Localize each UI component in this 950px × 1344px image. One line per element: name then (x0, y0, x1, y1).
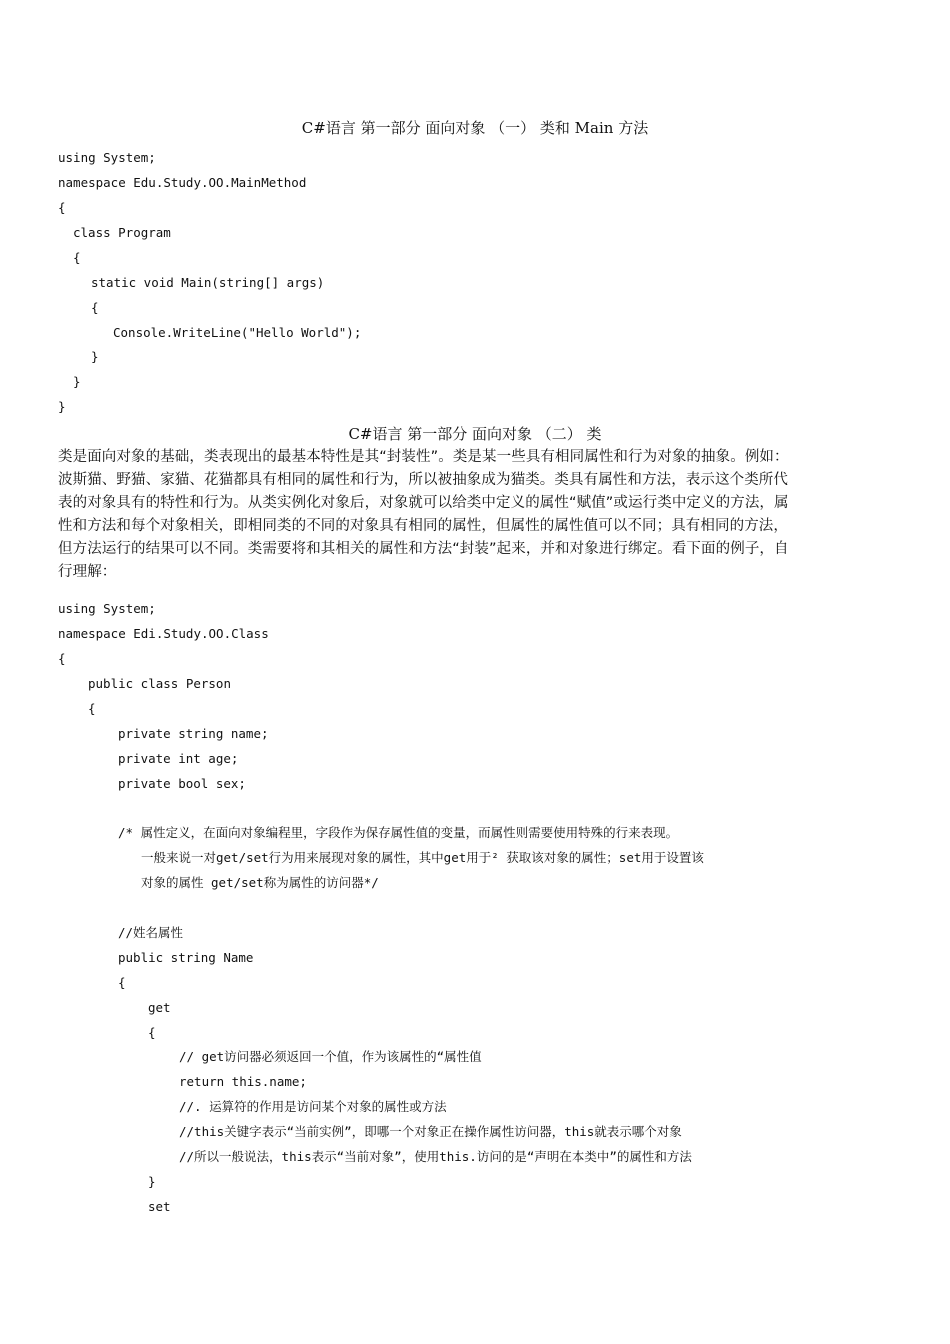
code-line: } (91, 349, 99, 364)
paragraph-line: 表的对象具有的特性和行为。从类实例化对象后，对象就可以给类中定义的属性“赋值”或运行类中定义的方法，属 (58, 495, 789, 511)
comment-line: /* 属性定义，在面向对象编程里，字段作为保存属性值的变量，而属性则需要使用特殊的行来表现。 (118, 825, 679, 840)
code-line: public string Name (118, 950, 254, 965)
code-line: { (118, 975, 126, 990)
code-line: using System; (58, 601, 156, 616)
code-line: namespace Edu.Study.OO.MainMethod (58, 175, 307, 190)
comment-line: //所以一般说法，this表示“当前对象”，使用this.访问的是“声明在本类中”的属性和方法 (179, 1149, 692, 1164)
comment-line: 一般来说一对get/set行为用来展现对象的属性，其中get用于² 获取该对象的属性；set用于设置该 (141, 850, 704, 865)
code-line: return this.name; (179, 1074, 307, 1089)
comment-line: //姓名属性 (118, 925, 184, 940)
code-line: get (148, 1000, 171, 1015)
code-line: private string name; (118, 726, 269, 741)
section-2-heading: C#语言 第一部分 面向对象 （二） 类 (348, 425, 602, 443)
paragraph-line: 波斯猫、野猫、家猫、花猫都具有相同的属性和行为，所以被抽象成为猫类。类具有属性和方法，表示这个类所代 (58, 472, 788, 488)
code-line: class Program (73, 225, 171, 240)
code-line: static void Main(string[] args) (91, 275, 325, 290)
paragraph-line: 但方法运行的结果可以不同。类需要将和其相关的属性和方法“封装”起来，并和对象进行绑定。看下面的例子，自 (58, 541, 789, 557)
paragraph-line: 行理解： (58, 564, 117, 580)
code-line: Console.WriteLine("Hello World"); (113, 325, 362, 340)
code-line: } (73, 374, 81, 389)
code-line: set (148, 1199, 171, 1214)
comment-line: // get访问器必须返回一个值，作为该属性的“属性值 (179, 1049, 482, 1064)
code-line: { (58, 651, 66, 666)
code-line: namespace Edi.Study.OO.Class (58, 626, 269, 641)
paragraph-line: 性和方法和每个对象相关，即相同类的不同的对象具有相同的属性，但属性的属性值可以不同；具有相同的方法， (58, 518, 788, 534)
section-1-heading: C#语言 第一部分 面向对象 （一） 类和 Main 方法 (301, 119, 649, 137)
code-line: private int age; (118, 751, 239, 766)
paragraph-line: 类是面向对象的基础，类表现出的最基本特性是其“封装性”。类是某一些具有相同属性和行为对象的抽象。例如： (58, 449, 789, 465)
code-line: { (88, 701, 96, 716)
code-line: public class Person (88, 676, 231, 691)
code-line: { (73, 250, 81, 265)
comment-line: //this关键字表示“当前实例”，即哪一个对象正在操作属性访问器，this就表示哪个对象 (179, 1124, 682, 1139)
comment-line: //. 运算符的作用是访问某个对象的属性或方法 (179, 1099, 447, 1114)
code-line: } (58, 399, 66, 414)
code-line: using System; (58, 150, 156, 165)
code-line: } (148, 1174, 156, 1189)
comment-line: 对象的属性 get/set称为属性的访问器*/ (141, 875, 379, 890)
code-line: { (148, 1025, 156, 1040)
intro-paragraph (58, 446, 893, 584)
code-line: private bool sex; (118, 776, 246, 791)
code-line: { (91, 300, 99, 315)
code-line: { (58, 200, 66, 215)
